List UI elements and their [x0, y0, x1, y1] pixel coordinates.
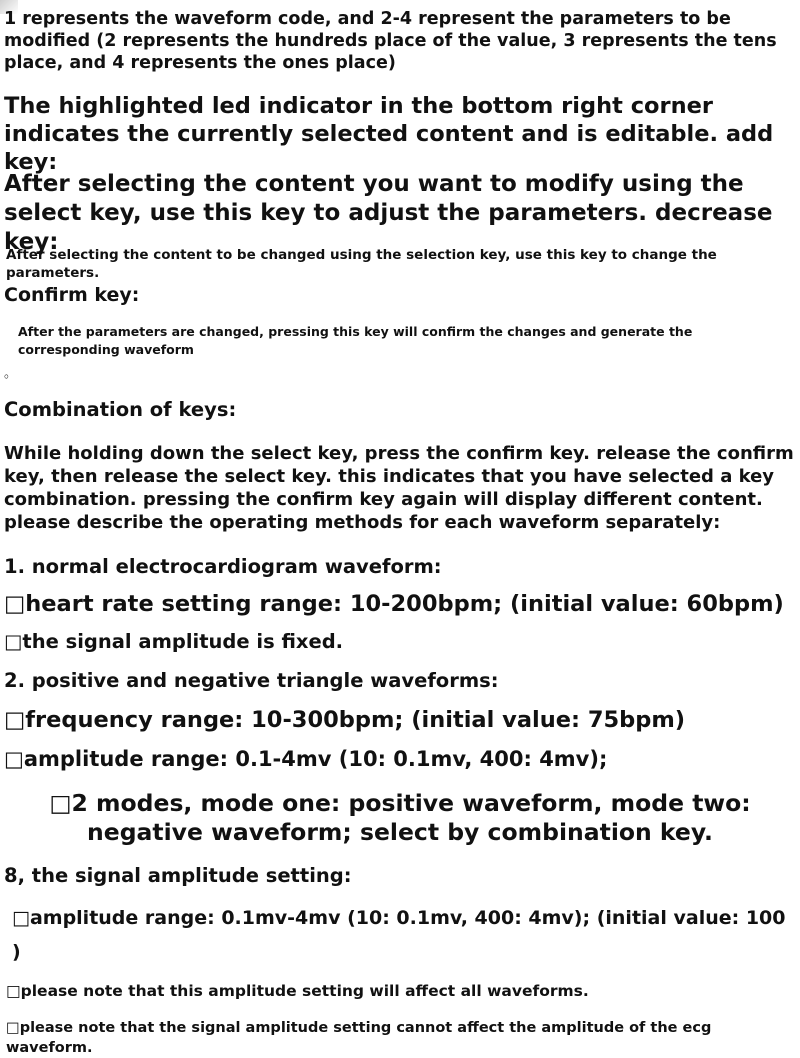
ecg-waveform-heading: 1. normal electrocardiogram waveform: [4, 555, 442, 578]
triangle-waveform-heading: 2. positive and negative triangle waveforms: [4, 669, 499, 692]
combination-keys-description: While holding down the select key, press the confirm key. release the confirm key, then release the select key. this indicates that you have selected a key combination. pressing the confirm key again will display different content. please describe the operating methods for each waveform separately: [4, 443, 794, 533]
frequency-range-text: □frequency range: 10-300bpm; (initial value: 75bpm) [4, 707, 686, 733]
combination-keys-heading: Combination of keys: [4, 398, 237, 421]
amplitude-note-all-waveforms: □please note that this amplitude setting will affect all waveforms. [6, 982, 589, 1000]
confirm-key-heading: Confirm key: [4, 284, 140, 306]
signal-amplitude-range-text: □amplitude range: 0.1mv-4mv (10: 0.1mv, 400: 4mv); (initial value: 100 ) [12, 907, 786, 963]
signal-amplitude-heading: 8, the signal amplitude setting: [4, 864, 352, 887]
decrease-key-description: After selecting the content to be changed using the selection key, use this key to change the parameters. [6, 247, 717, 281]
modes-text: □2 modes, mode one: positive waveform, mode two: negative waveform; select by combination key. [49, 789, 751, 846]
intro-waveform-code-text: 1 represents the waveform code, and 2-4 represent the parameters to be modified (2 represents the hundreds place of the value, 3 represents the tens place, and 4 represents the ones place) [4, 9, 777, 73]
heart-rate-range-text: □heart rate setting range: 10-200bpm; (initial value: 60bpm) [4, 591, 784, 617]
amplitude-range-text: □amplitude range: 0.1-4mv (10: 0.1mv, 400: 4mv); [4, 747, 608, 771]
led-indicator-add-key-text: The highlighted led indicator in the bottom right corner indicates the currently selected content and is editable. add key: [4, 93, 774, 175]
fixed-amplitude-text: □the signal amplitude is fixed. [4, 630, 344, 653]
stray-period-mark: 。 [4, 366, 18, 381]
select-key-decrease-key-text: After selecting the content you want to modify using the select key, use this key to adjust the parameters. decrease key: [4, 171, 773, 255]
confirm-key-description: After the parameters are changed, pressing this key will confirm the changes and generate the corresponding waveform [18, 324, 693, 357]
amplitude-note-ecg: □please note that the signal amplitude setting cannot affect the amplitude of the ecg waveform. [6, 1020, 712, 1056]
